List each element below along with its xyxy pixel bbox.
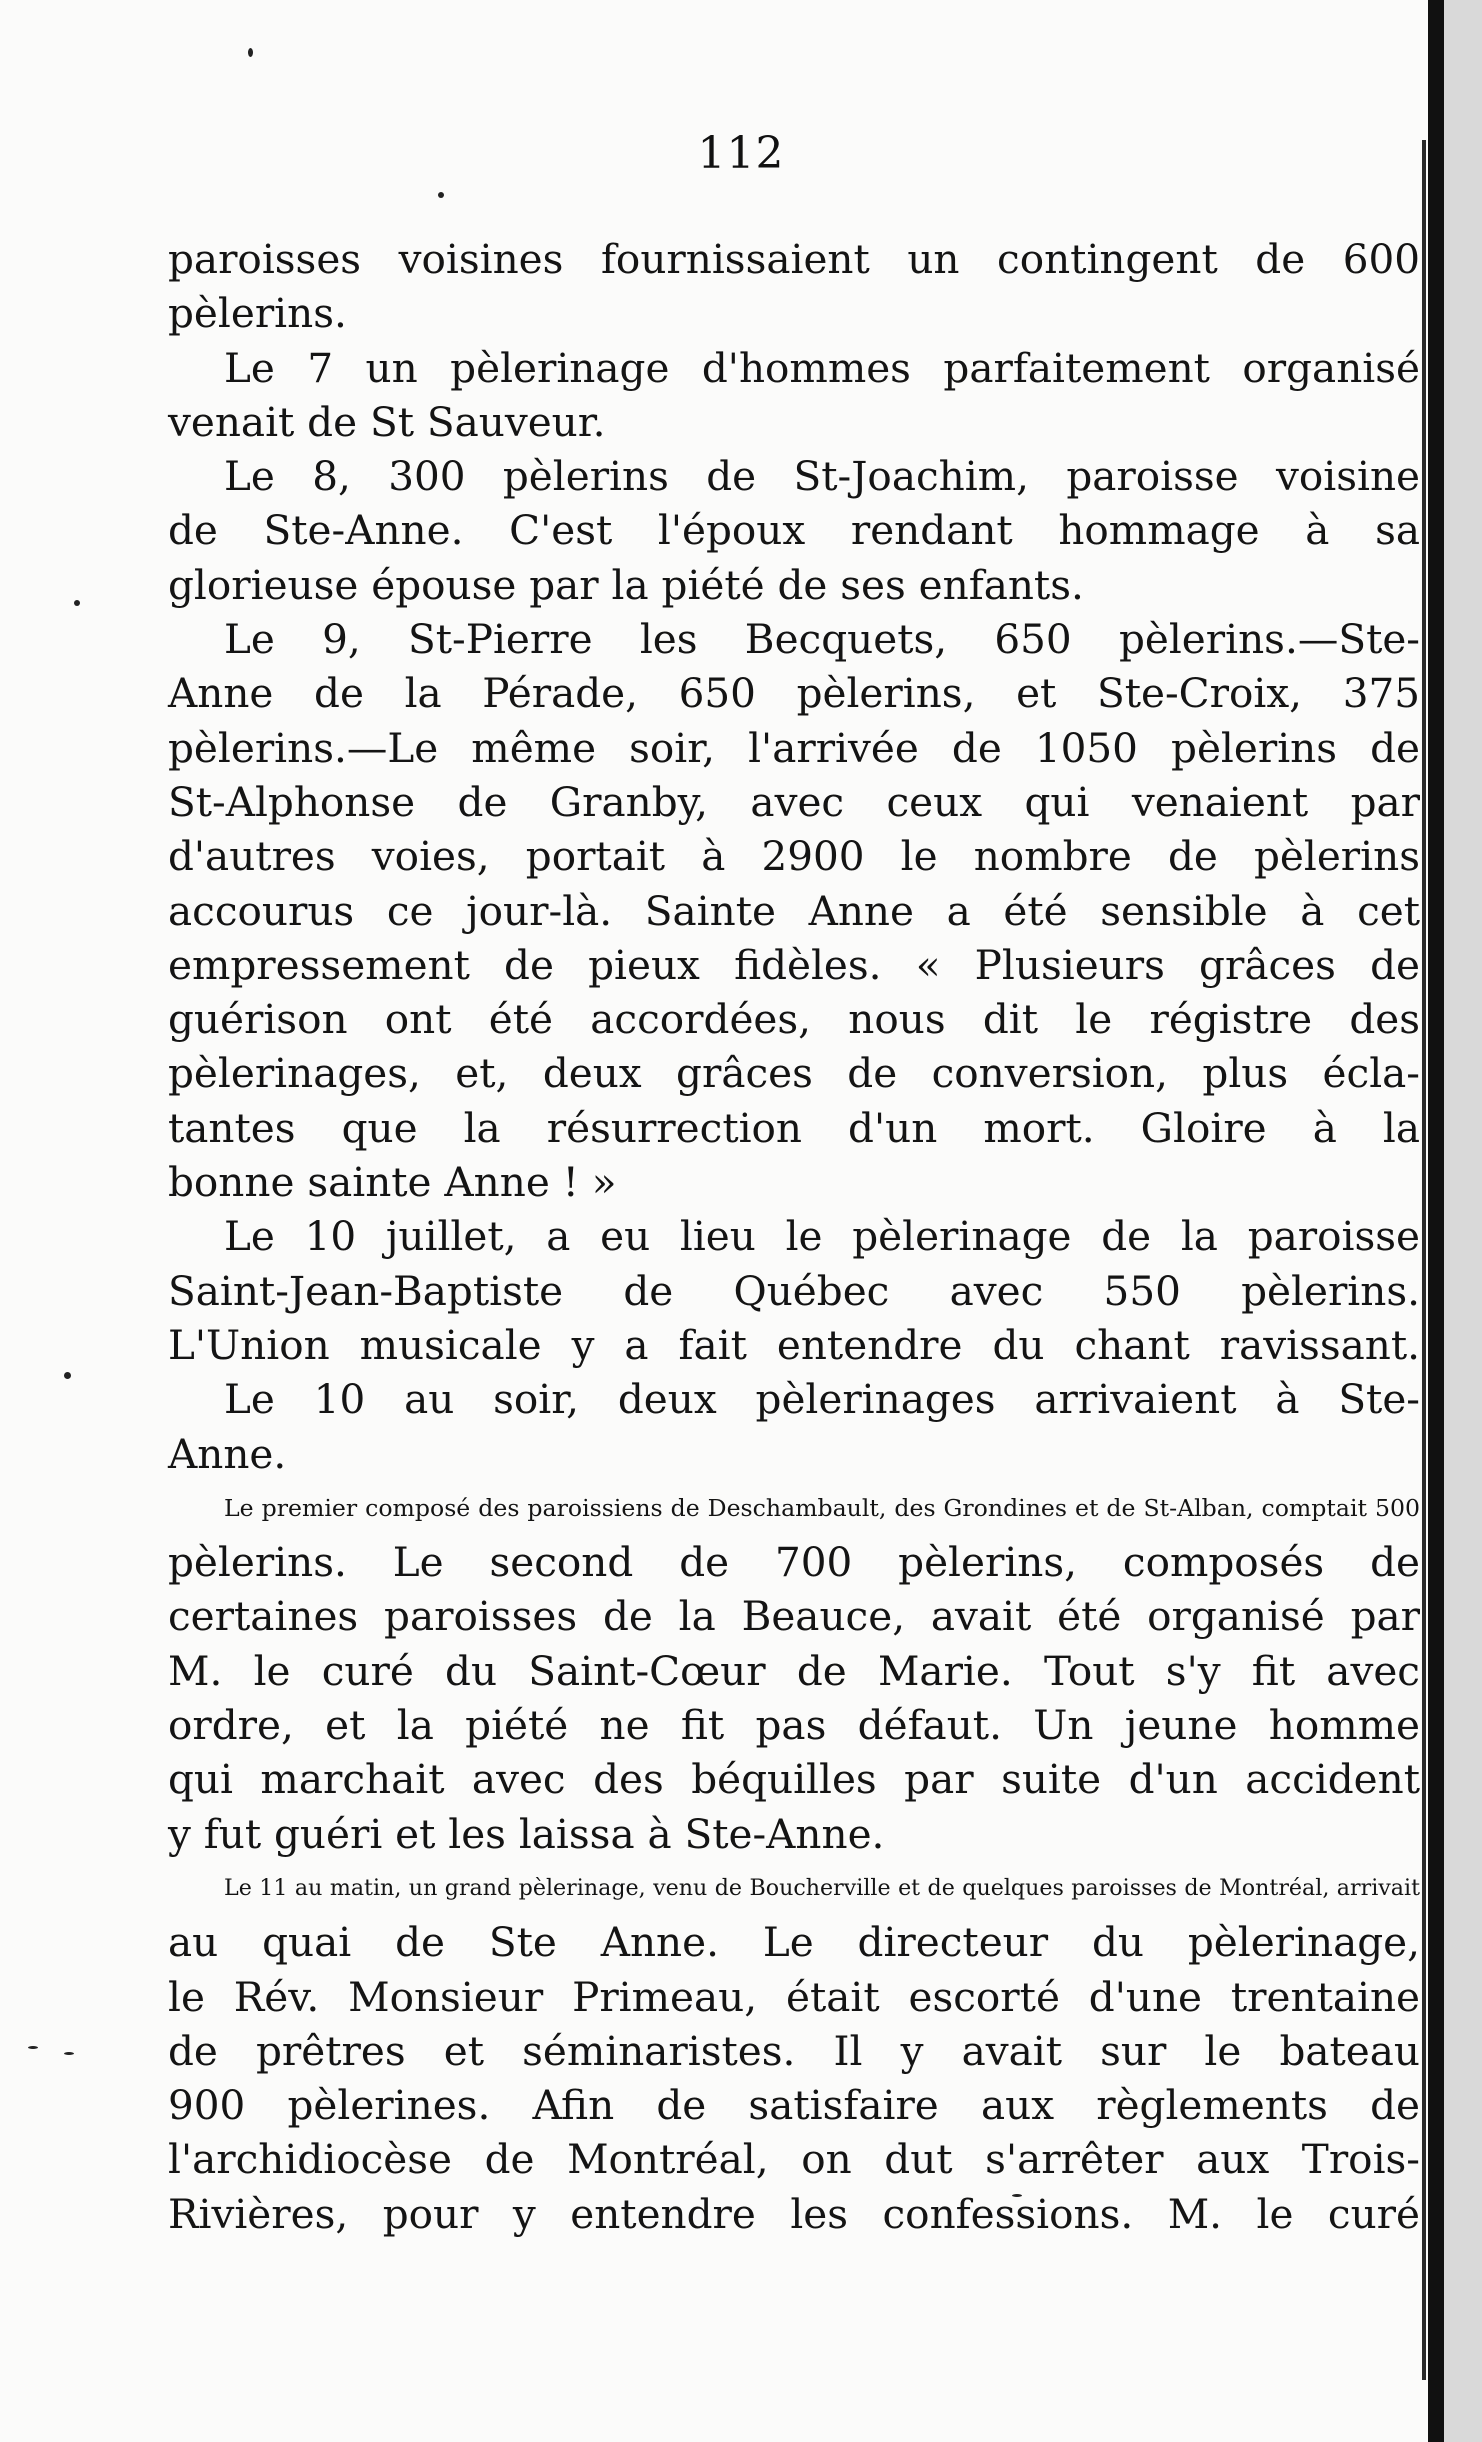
text-line: M. le curé du Saint-Cœur de Marie. Tout s'y fit avec [168, 1646, 1420, 1695]
text-line: Anne. [168, 1429, 287, 1478]
text-line: Le 10 juillet, a eu lieu le pèlerinage de la paroisse [224, 1212, 1420, 1261]
text-line: tantes que la résurrection d'un mort. Gloire à la [168, 1103, 1420, 1152]
text-line: pèlerins.—Le même soir, l'arrivée de 1050 pèlerins de [168, 723, 1420, 772]
text-line: y fut guéri et les laissa à Ste-Anne. [168, 1809, 885, 1858]
text-line: certaines paroisses de la Beauce, avait été organisé par [168, 1592, 1420, 1641]
text-line: pèlerins. [168, 289, 347, 338]
text-line: le Rév. Monsieur Primeau, était escorté d'une trentaine [168, 1972, 1420, 2021]
scan-speck [438, 192, 444, 198]
text-line: de prêtres et séminaristes. Il y avait sur le bateau [168, 2026, 1420, 2075]
text-line: Anne de la Pérade, 650 pèlerins, et Ste-Croix, 375 [168, 669, 1420, 718]
text-line: Le 8, 300 pèlerins de St-Joachim, paroisse voisine [224, 452, 1420, 501]
text-line: Le 11 au matin, un grand pèlerinage, venu de Boucherville et de quelques paroisses de Montréal, arrivait [224, 1874, 1420, 1901]
text-line: pèlerins. Le second de 700 pèlerins, composés de [168, 1538, 1420, 1587]
text-line: paroisses voisines fournissaient un contingent de 600 [168, 235, 1420, 283]
text-line: Le premier composé des paroissiens de Deschambault, des Grondines et de St-Alban, comptait 500 [224, 1493, 1420, 1522]
text-line: d'autres voies, portait à 2900 le nombre de pèlerins [168, 832, 1420, 881]
scan-edge-shadow [1444, 0, 1482, 2442]
text-line: Le 10 au soir, deux pèlerinages arrivaient à Ste- [224, 1375, 1420, 1424]
scan-speck [64, 1372, 71, 1379]
text-line: St-Alphonse de Granby, avec ceux qui venaient par [168, 777, 1420, 826]
text-line: qui marchait avec des béquilles par suite d'un accident [168, 1755, 1420, 1804]
scan-speck [64, 2052, 74, 2055]
scan-speck [28, 2046, 38, 2049]
text-line: au quai de Ste Anne. Le directeur du pèlerinage, [168, 1918, 1420, 1967]
text-line: Rivières, pour y entendre les confessions. M. le curé [168, 2189, 1420, 2238]
page-number: 112 [697, 128, 785, 179]
text-line: Le 9, St-Pierre les Becquets, 650 pèlerins.—Ste- [224, 615, 1420, 664]
text-line: 900 pèlerines. Afin de satisfaire aux règlements de [168, 2081, 1420, 2130]
body-text [168, 232, 1420, 2241]
text-line: Saint-Jean-Baptiste de Québec avec 550 pèlerins. [168, 1266, 1420, 1315]
scan-speck [74, 600, 80, 606]
text-line: glorieuse épouse par la piété de ses enfants. [168, 560, 1084, 609]
text-line: venait de St Sauveur. [168, 397, 606, 446]
scan-binding-edge [1428, 0, 1444, 2442]
text-line: l'archidiocèse de Montréal, on dut s'arrêter aux Trois- [168, 2135, 1420, 2184]
text-line: guérison ont été accordées, nous dit le régistre des [168, 995, 1420, 1044]
text-line: pèlerinages, et, deux grâces de conversion, plus écla- [168, 1049, 1420, 1098]
text-line: Le 7 un pèlerinage d'hommes parfaitement organisé [224, 343, 1420, 392]
text-line: de Ste-Anne. C'est l'époux rendant hommage à sa [168, 506, 1420, 555]
text-line: bonne sainte Anne ! » [168, 1158, 617, 1207]
text-line: L'Union musicale y a fait entendre du chant ravissant. [168, 1320, 1420, 1369]
scan-speck [248, 48, 253, 57]
text-line: accourus ce jour-là. Sainte Anne a été sensible à cet [168, 886, 1420, 935]
text-line: empressement de pieux fidèles. « Plusieurs grâces de [168, 940, 1420, 989]
scan-binding-line [1422, 140, 1426, 2380]
text-line: ordre, et la piété ne fit pas défaut. Un jeune homme [168, 1701, 1420, 1750]
